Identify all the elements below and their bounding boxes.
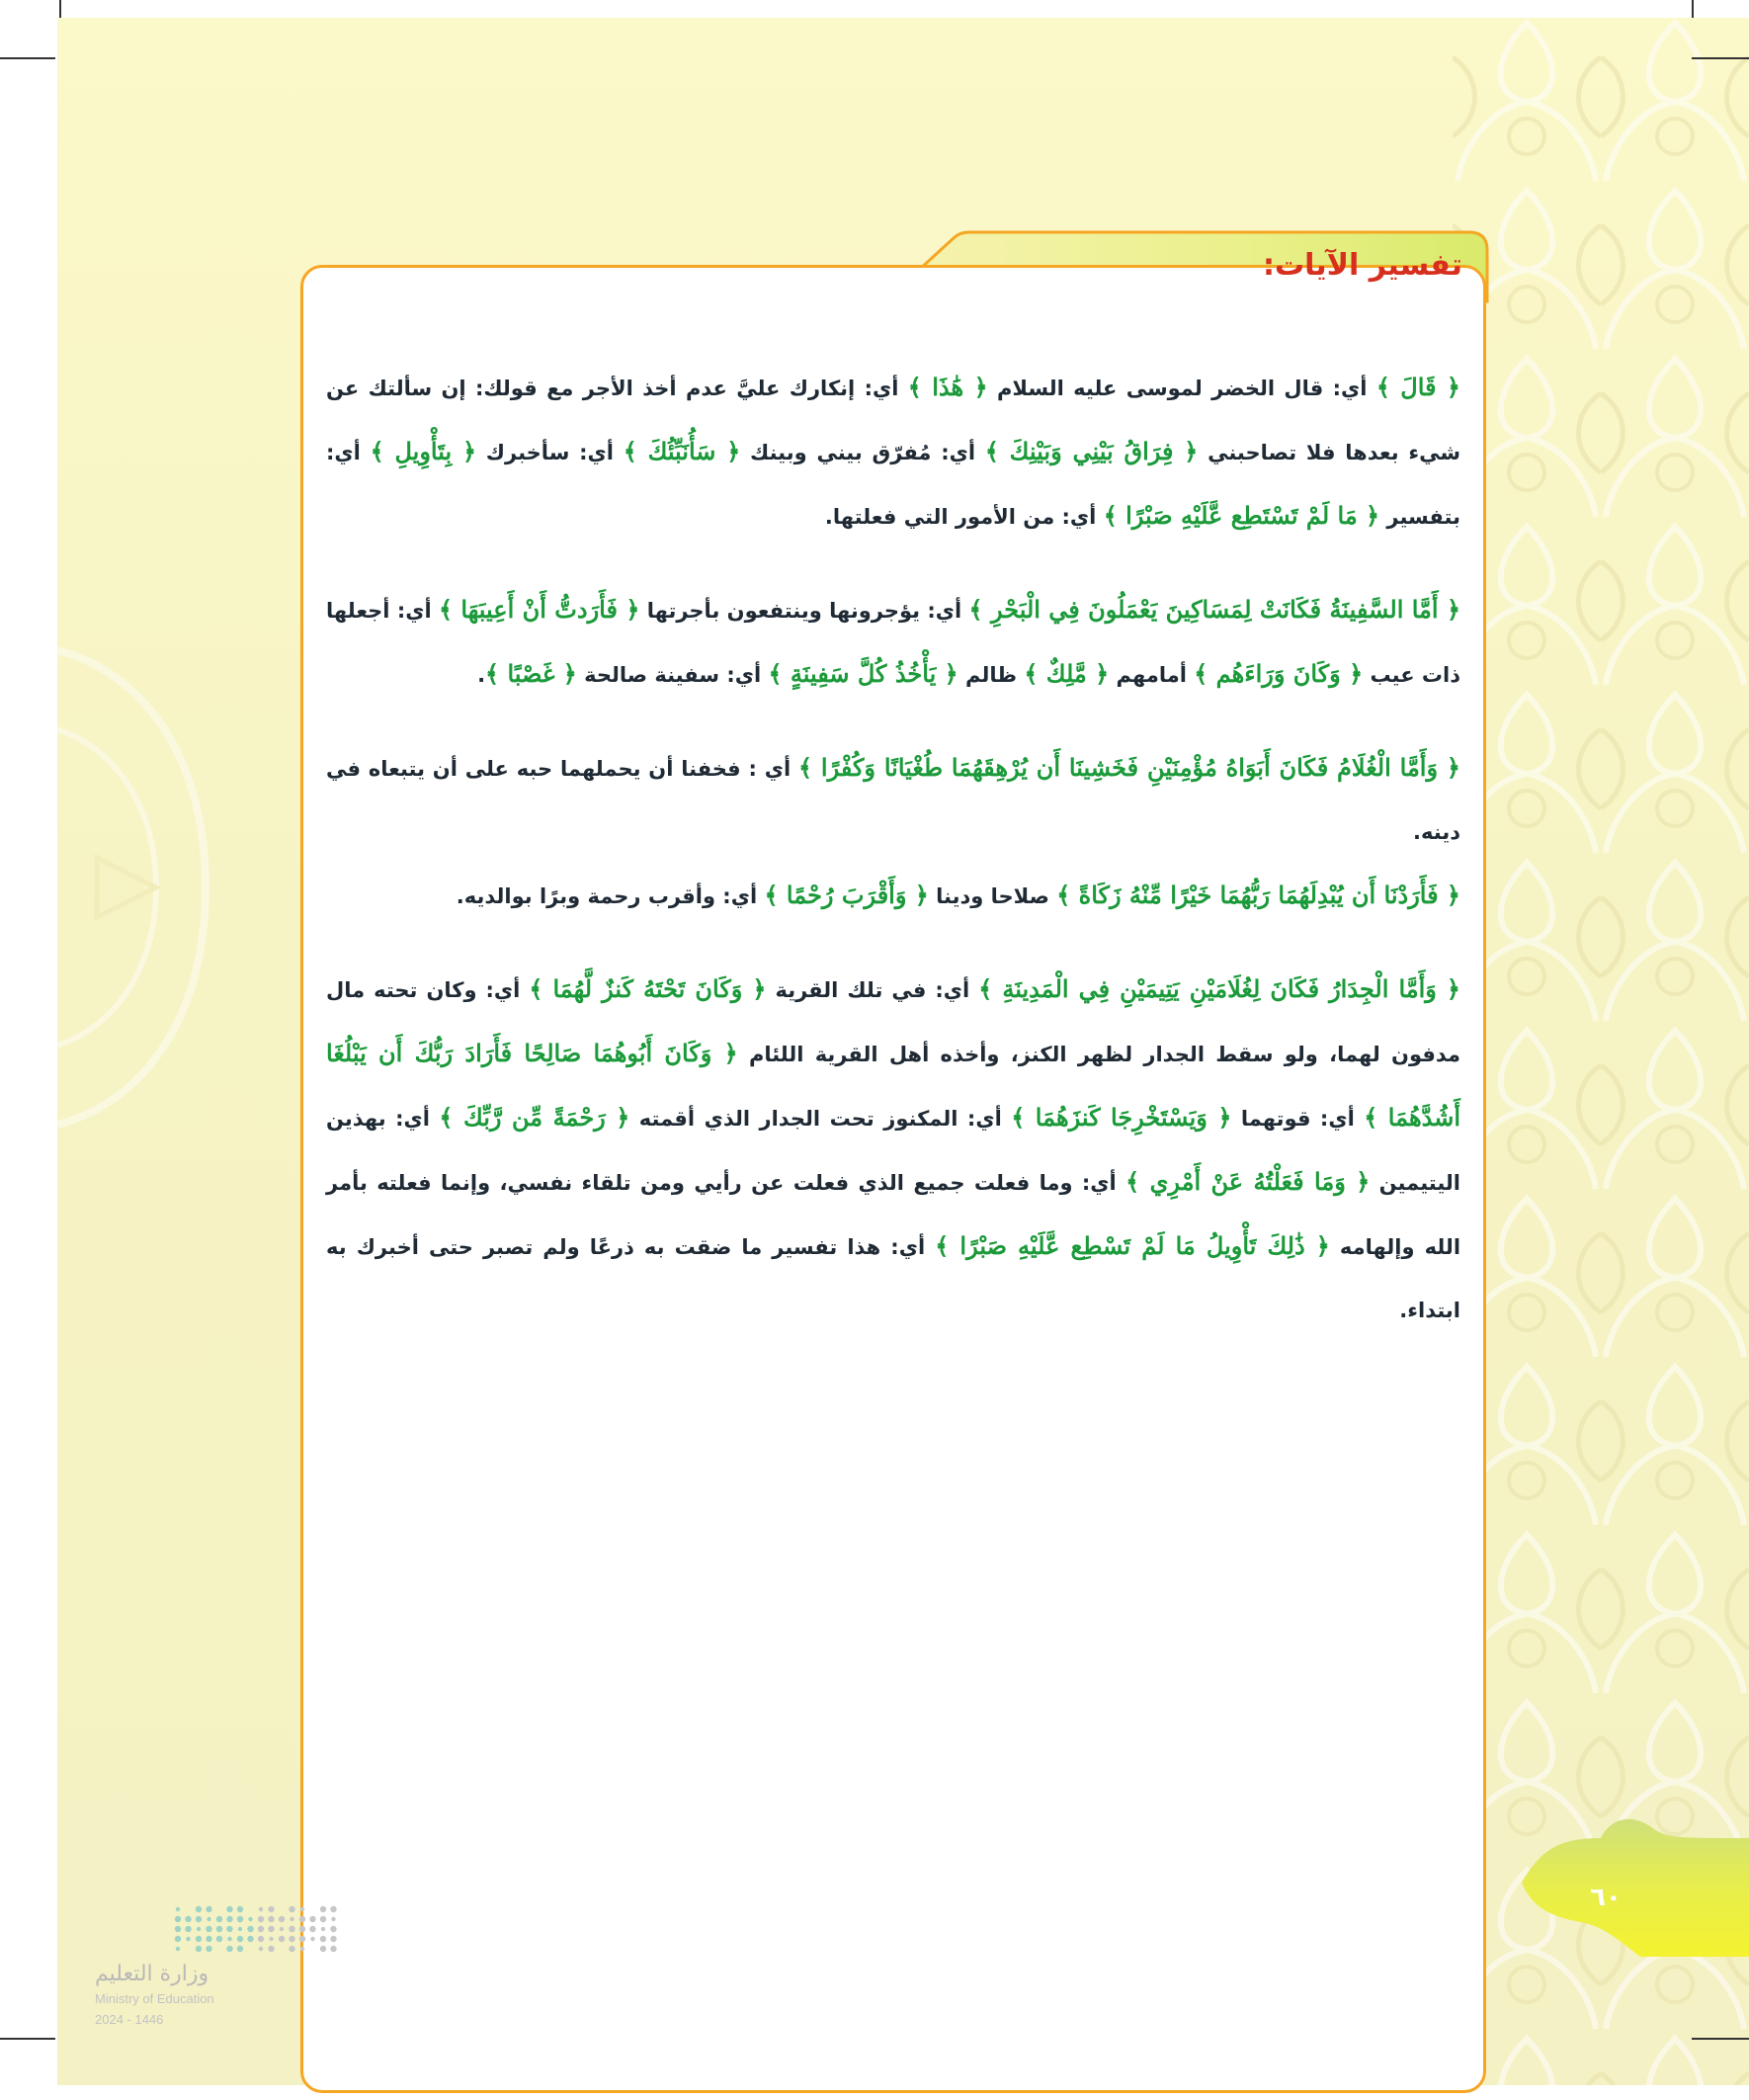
ministry-logo-dots-icon <box>170 1901 348 1963</box>
logo-dot <box>226 1926 232 1932</box>
logo-dot <box>196 1916 202 1922</box>
logo-dot <box>248 1917 252 1921</box>
logo-dot <box>330 1946 336 1952</box>
logo-dot <box>268 1916 274 1922</box>
logo-dot <box>196 1946 202 1952</box>
logo-dot <box>226 1906 232 1912</box>
logo-dot <box>290 1917 293 1921</box>
logo-dot <box>280 1927 284 1931</box>
tafsir-paragraph <box>326 864 1460 928</box>
explanation-text: أي: سأخبرك <box>476 441 624 464</box>
logo-dot <box>320 1906 326 1912</box>
tafsir-paragraph <box>326 958 1460 1342</box>
logo-dot <box>247 1936 253 1942</box>
logo-dot <box>279 1916 285 1922</box>
logo-dot <box>197 1927 201 1931</box>
logo-dot <box>320 1936 326 1942</box>
logo-dot <box>175 1926 181 1932</box>
page-number: ٦٠ <box>1590 1883 1622 1912</box>
explanation-text: أي: إنكارك عليَّ عدم أخذ الأجر مع قولك: إن سألتك عن شيء بعدها فلا تصاحبني <box>326 377 1461 464</box>
logo-dot <box>216 1926 222 1932</box>
quran-verse: ﴿ وَأَمَّا الْجِدَارُ فَكَانَ لِغُلَامَيْنِ يَتِيمَيْنِ فِي الْمَدِينَةِ ﴾ <box>978 974 1460 1003</box>
logo-dot <box>299 1926 305 1932</box>
logo-dot <box>226 1946 232 1952</box>
explanation-text: أي: من الأمور التي فعلتها. <box>824 505 1104 529</box>
logo-dot <box>258 1916 264 1922</box>
explanation-text: أي: سفينة صالحة <box>576 663 769 687</box>
logo-dot <box>330 1906 336 1912</box>
logo-dot <box>259 1947 263 1951</box>
explanation-text: ظالم <box>958 663 1025 687</box>
logo-dot <box>269 1937 273 1941</box>
logo-dot <box>237 1906 243 1912</box>
quran-verse: ﴿ فَأَرَدْنَا أَن يُبْدِلَهُمَا رَبُّهُمَا خَيْرًا مِّنْهُ زَكَاةً ﴾ <box>1056 881 1460 909</box>
quran-verse: ﴿ سَأُنَبِّئُكَ ﴾ <box>623 437 741 465</box>
tafsir-paragraph <box>326 356 1460 548</box>
logo-dot <box>268 1906 274 1912</box>
quran-verse: ﴿ غَصْبًا ﴾ <box>485 659 577 688</box>
logo-dot <box>186 1937 190 1941</box>
quran-verse: ﴿ وَكَانَ تَحْتَهُ كَنزٌ لَّهُمَا ﴾ <box>529 974 767 1003</box>
quran-verse: ﴿ وَمَا فَعَلْتُهُ عَنْ أَمْرِي ﴾ <box>1125 1167 1371 1196</box>
explanation-text: أي: يؤجرونها وينتفعون بأجرتها <box>639 599 969 623</box>
logo-dot <box>216 1936 222 1942</box>
crop-mark <box>0 2038 55 2040</box>
crop-mark <box>1692 0 1694 18</box>
logo-dot <box>330 1926 336 1932</box>
quran-verse: ﴿ وَيَسْتَخْرِجَا كَنزَهُمَا ﴾ <box>1011 1103 1232 1132</box>
logo-dot <box>175 1936 181 1942</box>
logo-dot <box>289 1906 294 1912</box>
logo-dot <box>320 1916 326 1922</box>
ministry-year: 2024 - 1446 <box>95 2012 164 2027</box>
logo-dot <box>320 1946 326 1952</box>
logo-dot <box>309 1926 315 1932</box>
logo-dot <box>237 1946 243 1952</box>
logo-dot <box>330 1936 336 1942</box>
explanation-text: أي: بتفسير <box>326 441 1460 529</box>
explanation-text: أي: قال الخضر لموسى عليه السلام <box>987 377 1376 400</box>
tafsir-paragraph <box>326 736 1460 864</box>
quran-verse: ﴿ أَمَّا السَّفِينَةُ فَكَانَتْ لِمَسَاكِينَ يَعْمَلُونَ فِي الْبَحْرِ ﴾ <box>968 595 1461 624</box>
explanation-text: صلاحا ودينا <box>928 884 1057 908</box>
logo-dot <box>258 1936 264 1942</box>
logo-dot <box>289 1926 294 1932</box>
quran-verse: ﴿ بِتَأْوِيلِ ﴾ <box>370 437 477 465</box>
quran-verse: ﴿ وَأَمَّا الْغُلَامُ فَكَانَ أَبَوَاهُ مُؤْمِنَيْنِ فَخَشِينَا أَن يُرْهِقَهُمَا طُغْيَانًا وَكُفْرًا ﴾ <box>797 753 1460 782</box>
explanation-text: أي: وكان تحته مال مدفون لهما، ولو سقط الجدار لظهر الكنز، وأخذه أهل القرية اللئام <box>326 978 1460 1066</box>
logo-dot <box>237 1916 243 1922</box>
explanation-text: أي : فخفنا أن يحملهما حبه على أن يتبعاه في دينه. <box>326 757 1460 844</box>
explanation-text: أي: قوتهما <box>1231 1107 1365 1131</box>
logo-dot <box>247 1926 253 1932</box>
logo-dot <box>238 1927 242 1931</box>
logo-dot <box>207 1917 210 1921</box>
quran-verse: ﴿ وَكَانَ وَرَاءَهُم ﴾ <box>1194 659 1364 688</box>
logo-dot <box>206 1926 211 1932</box>
quran-verse: ﴿ ذَٰلِكَ تَأْوِيلُ مَا لَمْ تَسْطِع عَّلَيْهِ صَبْرًا ﴾ <box>935 1231 1330 1260</box>
crop-mark <box>1692 2038 1749 2040</box>
explanation-text: أي: هذا تفسير ما ضقت به ذرعًا ولم تصبر حتى أخبرك به ابتداء. <box>326 1235 1460 1322</box>
explanation-text: أي: مُفرّق بيني وبينك <box>740 441 985 464</box>
logo-dot <box>321 1927 325 1931</box>
logo-dot <box>226 1916 232 1922</box>
explanation-text: أي: بهذين اليتيمين <box>326 1107 1460 1195</box>
explanation-text: أي: في تلك القرية <box>766 978 979 1002</box>
explanation-text: أي: المكنوز تحت الجدار الذي أقمته <box>629 1107 1012 1131</box>
logo-dot <box>175 1916 181 1922</box>
quran-verse: ﴿ وَكَانَ أَبُوهُمَا صَالِحًا فَأَرَادَ رَبُّكَ أَن يَبْلُغَا أَشُدَّهُمَا ﴾ <box>326 1039 1460 1132</box>
crop-mark <box>1692 57 1749 59</box>
quran-verse: ﴿ فَأَرَدتُّ أَنْ أَعِيبَهَا ﴾ <box>439 595 640 624</box>
tafsir-paragraph <box>326 578 1460 707</box>
quran-verse: ﴿ مَّلِكٌ ﴾ <box>1024 659 1110 688</box>
explanation-text: . <box>477 663 486 687</box>
logo-dot <box>309 1916 315 1922</box>
ministry-name-en: Ministry of Education <box>95 1991 214 2006</box>
explanation-text: أي: وأقرب رحمة وبرًا بوالديه. <box>456 884 765 908</box>
logo-dot <box>300 1907 304 1911</box>
explanation-text: أي: وما فعلت جميع الذي فعلت عن رأيي ومن تلقاء نفسي، وإنما فعلته بأمر الله وإلهامه <box>326 1171 1461 1259</box>
tafsir-text <box>326 356 1460 1372</box>
explanation-text: أمامهم <box>1109 663 1195 687</box>
quran-verse: ﴿ رَحْمَةً مِّن رَّبِّكَ ﴾ <box>439 1103 630 1132</box>
logo-dot <box>310 1937 314 1941</box>
logo-dot <box>185 1926 191 1932</box>
explanation-text: أي: أجعلها ذات عيب <box>326 599 1460 687</box>
logo-dot <box>258 1926 264 1932</box>
logo-dot <box>237 1936 243 1942</box>
logo-dot <box>196 1936 202 1942</box>
logo-dot <box>196 1906 202 1912</box>
arabesque-ornament-icon <box>1453 18 1749 2085</box>
logo-dot <box>185 1916 191 1922</box>
logo-dot <box>300 1947 304 1951</box>
section-title: تفسير الآيات: <box>1262 248 1462 283</box>
ministry-name-ar: وزارة التعليم <box>95 1962 209 1986</box>
crop-mark <box>59 0 61 18</box>
logo-dot <box>289 1946 294 1952</box>
logo-dot <box>176 1947 180 1951</box>
logo-dot <box>279 1936 285 1942</box>
arabesque-ornament-left-icon <box>57 630 225 1144</box>
quran-verse: ﴿ هَٰذَا ﴾ <box>907 373 988 401</box>
logo-dot <box>268 1926 274 1932</box>
logo-dot <box>331 1917 335 1921</box>
logo-dot <box>176 1907 180 1911</box>
quran-verse: ﴿ مَا لَمْ تَسْتَطِع عَّلَيْهِ صَبْرًا ﴾ <box>1103 501 1380 530</box>
logo-dot <box>206 1906 211 1912</box>
quran-verse: ﴿ فِرَاقُ بَيْنِي وَبَيْنِكَ ﴾ <box>984 437 1199 465</box>
logo-dot <box>206 1936 211 1942</box>
quran-verse: ﴿ وَأَقْرَبَ رُحْمًا ﴾ <box>764 881 929 909</box>
logo-dot <box>227 1937 231 1941</box>
logo-dot <box>259 1907 263 1911</box>
logo-dot <box>289 1936 294 1942</box>
logo-dot <box>299 1936 305 1942</box>
quran-verse: ﴿ يَأْخُذُ كُلَّ سَفِينَةٍ ﴾ <box>768 659 958 688</box>
logo-dot <box>216 1916 222 1922</box>
logo-dot <box>299 1916 305 1922</box>
crop-mark <box>0 57 55 59</box>
logo-dot <box>206 1946 211 1952</box>
quran-verse: ﴿ قَالَ ﴾ <box>1375 373 1460 401</box>
logo-dot <box>268 1946 274 1952</box>
